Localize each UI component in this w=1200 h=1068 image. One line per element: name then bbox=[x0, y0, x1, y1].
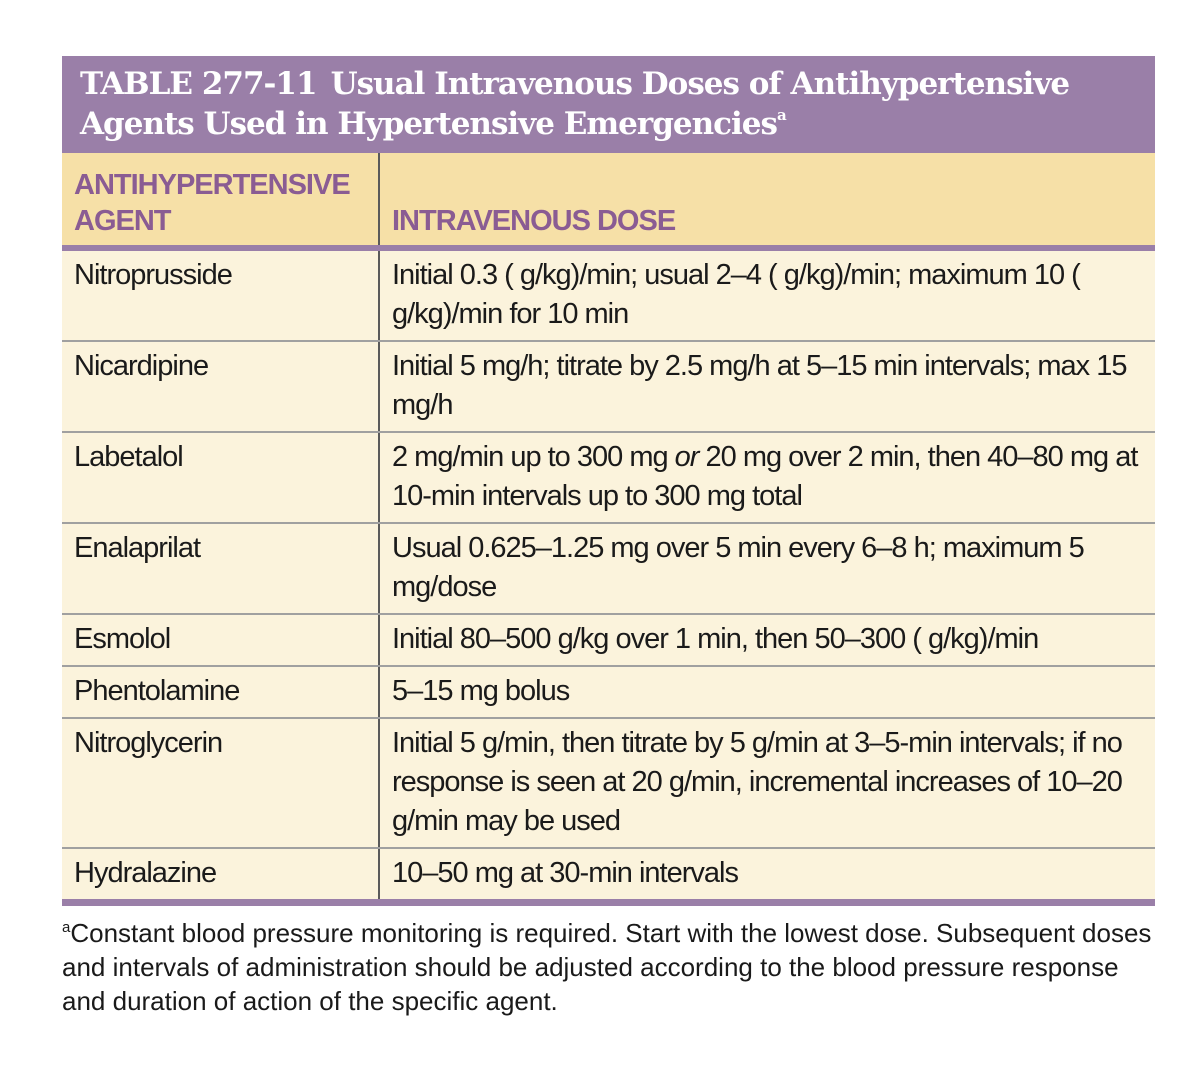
agent-cell: Esmolol bbox=[62, 614, 379, 666]
table-title bbox=[62, 56, 1155, 153]
table-row bbox=[62, 614, 1155, 666]
table-row bbox=[62, 248, 1155, 341]
column-header-dose: INTRAVENOUS DOSE bbox=[379, 153, 1155, 248]
dose-cell: 10–50 mg at 30-min intervals bbox=[379, 848, 1155, 903]
dose-grid bbox=[62, 153, 1155, 906]
dose-cell: Initial 80–500 g/kg over 1 min, then 50–300 ( g/kg)/min bbox=[379, 614, 1155, 666]
table-row bbox=[62, 718, 1155, 848]
column-header-agent-line2: AGENT bbox=[74, 205, 171, 237]
header-row bbox=[62, 153, 1155, 248]
footnote-text: Constant blood pressure monitoring is required. Start with the lowest dose. Subsequent doses and intervals of administration should be adjusted according to the blood pressure response and duration of action of the specific agent. bbox=[62, 918, 1152, 1016]
footnote-marker: a bbox=[62, 919, 71, 936]
dose-cell: Initial 5 mg/h; titrate by 2.5 mg/h at 5–15 min intervals; max 15 mg/h bbox=[379, 341, 1155, 432]
table-row bbox=[62, 848, 1155, 903]
column-header-agent bbox=[62, 153, 379, 248]
table-row bbox=[62, 341, 1155, 432]
table-row bbox=[62, 432, 1155, 523]
agent-cell: Enalaprilat bbox=[62, 523, 379, 614]
dose-text-part: 20 mg over 2 min, then 40–80 mg at 10-min intervals up to 300 mg total bbox=[392, 441, 1138, 512]
table-title-text: Usual Intravenous Doses of Antihypertensive Agents Used in Hypertensive Emergencies bbox=[80, 66, 1070, 142]
dose-text-or: or bbox=[674, 441, 699, 473]
agent-cell: Hydralazine bbox=[62, 848, 379, 903]
table-footnote bbox=[62, 916, 1155, 1018]
dose-text-part: 2 mg/min up to 300 mg bbox=[392, 441, 675, 473]
agent-cell: Labetalol bbox=[62, 432, 379, 523]
agent-cell: Phentolamine bbox=[62, 666, 379, 718]
title-footnote-marker: a bbox=[776, 106, 786, 124]
table-row bbox=[62, 523, 1155, 614]
agent-cell: Nitroprusside bbox=[62, 248, 379, 341]
table-number: TABLE 277-11 bbox=[80, 66, 317, 102]
dose-table bbox=[62, 56, 1155, 1018]
agent-cell: Nicardipine bbox=[62, 341, 379, 432]
column-header-agent-line1: ANTIHYPERTENSIVE bbox=[74, 169, 350, 201]
dose-cell: Usual 0.625–1.25 mg over 5 min every 6–8 h; maximum 5 mg/dose bbox=[379, 523, 1155, 614]
dose-cell bbox=[379, 432, 1155, 523]
dose-cell: Initial 5 g/min, then titrate by 5 g/min at 3–5-min intervals; if no response is seen at 20 g/min, incremental increases of 10–20 g/min may be used bbox=[379, 718, 1155, 848]
table-row bbox=[62, 666, 1155, 718]
agent-cell: Nitroglycerin bbox=[62, 718, 379, 848]
dose-cell: Initial 0.3 ( g/kg)/min; usual 2–4 ( g/kg)/min; maximum 10 ( g/kg)/min for 10 min bbox=[379, 248, 1155, 341]
dose-cell: 5–15 mg bolus bbox=[379, 666, 1155, 718]
